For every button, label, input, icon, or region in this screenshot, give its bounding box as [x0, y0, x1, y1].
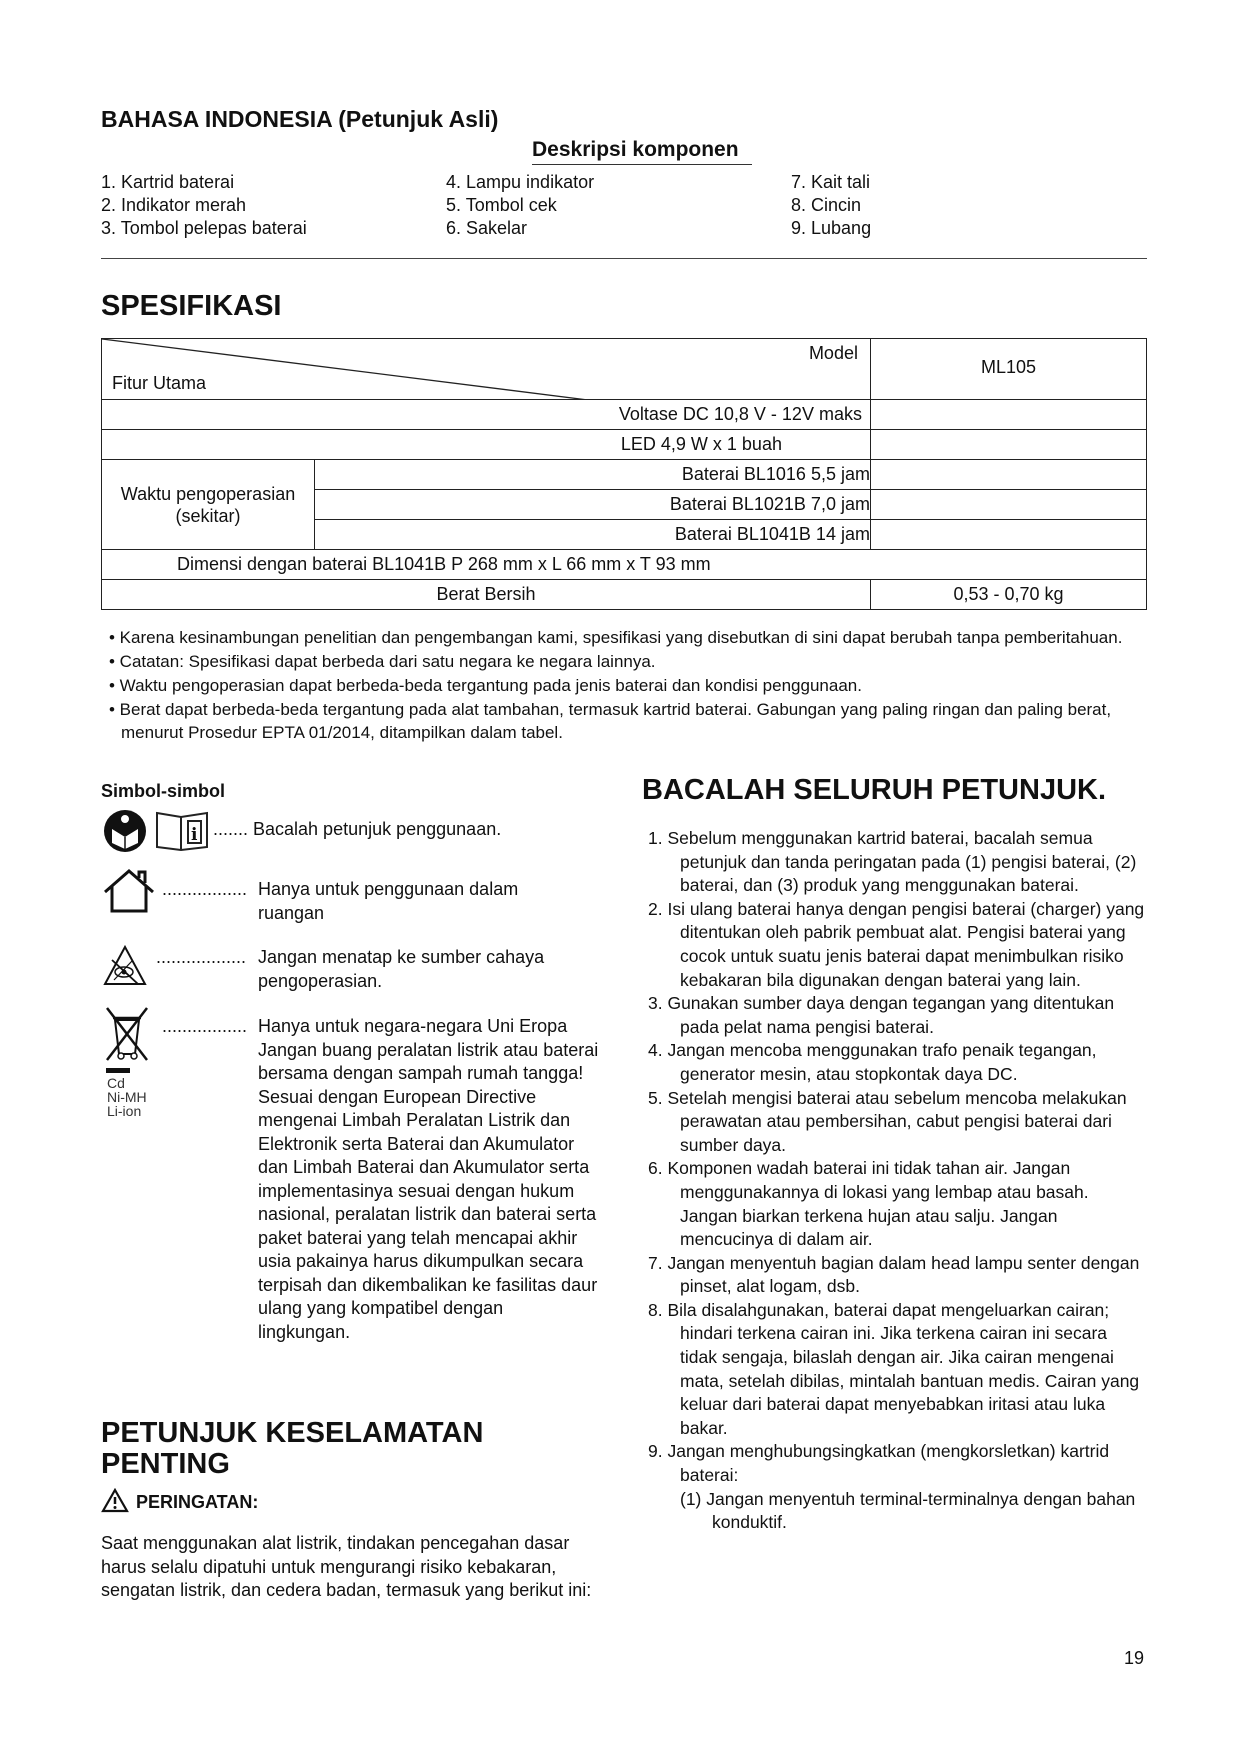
components-col-1	[101, 171, 307, 240]
manual-book-icon	[155, 809, 209, 851]
svg-text:i: i	[191, 825, 198, 845]
runtime-value	[870, 490, 1146, 520]
runtime-value	[870, 460, 1146, 490]
warning-text: Saat menggunakan alat listrik, tindakan pencegahan dasar harus selalu dipatuhi untuk mengurangi risiko kebakaran, sengatan listrik, dan cedera badan, termasuk yang berikut ini:	[101, 1533, 592, 1600]
battery-chemistry-labels	[107, 1076, 147, 1118]
read-all-title: BACALAH SELURUH PETUNJUK.	[642, 774, 1107, 806]
instruction-item: 3. Gunakan sumber daya dengan tegangan yang ditentukan pada pelat nama pengisi baterai.	[648, 993, 1115, 1037]
instruction-item: 6. Komponen wadah baterai ini tidak tahan air. Jangan menggunakannya di lokasi yang lembap atau basah. Jangan biarkan terkena hujan atau salju. Jangan mencucinya di dalam air.	[648, 1158, 1089, 1250]
eu-dots: .................	[162, 1016, 248, 1036]
spec-notes	[101, 626, 1147, 745]
read-manual-icon	[103, 809, 147, 853]
instruction-item: 5. Setelah mengisi baterai atau sebelum mencoba melakukan perawatan atau pembersihan, cabut pengisi baterai dari sumber daya.	[648, 1087, 1127, 1155]
crossed-bin-icon	[103, 1006, 151, 1076]
instruction-subitem: (1) Jangan menyentuh terminal-terminalnya dengan bahan konduktif.	[680, 1488, 1136, 1533]
indoor-text: Hanya untuk penggunaan dalam ruangan	[258, 879, 519, 923]
led-cell: LED 4,9 W x 1 buah	[102, 430, 871, 460]
indoor-dots: .................	[162, 879, 248, 899]
instruction-item: 8. Bila disalahgunakan, baterai dapat mengeluarkan cairan; hindari terkena cairan ini. Jika terkena cairan ini secara tidak sengaja, bilaslah dengan air. Jika cairan mengenai mata, setelah dibilas, mintalah bantuan medis. Cairan yang keluar dari baterai dapat menyebabkan iritasi atau luka bakar.	[648, 1299, 1140, 1438]
note-item: • Berat dapat berbeda-beda tergantung pada alat tambahan, termasuk kartrid baterai. Gabungan yang paling ringan dan paling berat, menurut Prosedur EPTA 01/2014, ditampilkan dalam tabel.	[109, 700, 1112, 742]
instruction-item: 4. Jangan mencoba menggunakan trafo penaik tegangan, generator mesin, atau stopkontak daya DC.	[648, 1040, 1097, 1084]
warning-triangle-icon	[101, 1488, 129, 1513]
spec-title: SPESIFIKASI	[101, 290, 282, 322]
component-item: 5. Tombol cek	[446, 195, 557, 215]
runtime-row: Baterai BL1021B 7,0 jam	[315, 490, 871, 520]
no-stare-dots: ..................	[156, 947, 247, 967]
component-item: 9. Lubang	[791, 218, 872, 238]
voltage-cell: Voltase DC 10,8 V - 12V maks	[102, 400, 871, 430]
component-description-title: Deskripsi komponen	[532, 138, 752, 165]
spec-table	[101, 338, 1147, 610]
eu-disposal-text: Hanya untuk negara-negara Uni Eropa Jangan buang peralatan listrik atau baterai bersama dengan sampah rumah tangga! Sesuai dengan European Directive mengenai Limbah Peralatan Listrik dan Elektronik serta Baterai dan Akumulator dan Limbah Baterai dan Akumulator serta implementasinya sesuai dengan hukum nasional, peralatan listrik dan baterai serta paket baterai yang telah mencapai akhir usia pakainya harus dikumpulkan secara terpisah dan dikembalikan ke fasilitas daur ulang yang kompatibel dengan lingkungan.	[258, 1016, 599, 1342]
component-item: 6. Sakelar	[446, 218, 528, 238]
runtime-row: Baterai BL1041B 14 jam	[315, 520, 871, 550]
section-divider	[101, 258, 1147, 259]
spec-header-cell	[102, 339, 871, 400]
warning-label: PERINGATAN:	[136, 1492, 259, 1512]
instruction-list	[648, 827, 1148, 1535]
safety-title: PETUNJUK KESELAMATAN PENTING	[101, 1417, 484, 1480]
weight-label: Berat Bersih	[102, 580, 871, 610]
instruction-item: 2. Isi ulang baterai hanya dengan pengisi baterai (charger) yang ditentukan oleh pabrik pembuat alat. Pengisi baterai yang cocok untuk suatu jenis baterai dapat menimbulkan risiko kebakaran bila digunakan dengan baterai yang lain.	[648, 898, 1145, 990]
language-title: BAHASA INDONESIA (Petunjuk Asli)	[101, 106, 499, 132]
house-icon	[101, 868, 157, 914]
model-value: ML105	[870, 339, 1146, 400]
read-manual-text: ....... Bacalah petunjuk penggunaan.	[213, 819, 502, 839]
battery-label-liion: Li-ion	[107, 1103, 142, 1119]
no-stare-light-icon	[102, 944, 148, 988]
led-value	[870, 430, 1146, 460]
feature-label: Fitur Utama	[112, 373, 207, 393]
note-item: • Waktu pengoperasian dapat berbeda-beda tergantung pada jenis baterai dan kondisi penggunaan.	[109, 676, 862, 695]
model-label: Model	[808, 343, 858, 363]
component-item: 8. Cincin	[791, 195, 862, 215]
dimension-cell: Dimensi dengan baterai BL1041B P 268 mm x L 66 mm x T 93 mm	[102, 550, 1147, 580]
component-item: 7. Kait tali	[791, 172, 871, 192]
instruction-item: 9. Jangan menghubungsingkatkan (mengkorsletkan) kartrid baterai:	[648, 1441, 1110, 1486]
page-number: 19	[1124, 1648, 1145, 1668]
runtime-value	[870, 520, 1146, 550]
note-item: • Catatan: Spesifikasi dapat berbeda dari satu negara ke negara lainnya.	[109, 652, 656, 671]
instruction-item: 1. Sebelum menggunakan kartrid baterai, bacalah semua petunjuk dan tanda peringatan pada (1) pengisi baterai, (2) baterai, dan (3) produk yang menggunakan baterai.	[648, 828, 1137, 896]
components-col-3	[791, 171, 871, 240]
component-item: 1. Kartrid baterai	[101, 172, 235, 192]
instruction-item: 7. Jangan menyentuh bagian dalam head lampu senter dengan pinset, alat logam, dsb.	[648, 1252, 1140, 1297]
runtime-row: Baterai BL1016 5,5 jam	[315, 460, 871, 490]
runtime-label: Waktu pengoperasian (sekitar)	[102, 460, 315, 550]
components-col-2	[446, 171, 594, 240]
voltage-value	[870, 400, 1146, 430]
battery-label-nimh: Ni-MH	[107, 1089, 147, 1105]
note-item: • Karena kesinambungan penelitian dan pengembangan kami, spesifikasi yang disebutkan di sini dapat berubah tanpa pemberitahuan.	[109, 628, 1123, 647]
component-item: 3. Tombol pelepas baterai	[101, 218, 307, 238]
component-item: 2. Indikator merah	[101, 195, 247, 215]
symbols-title: Simbol-simbol	[101, 781, 226, 801]
battery-label-cd: Cd	[107, 1075, 125, 1091]
weight-value: 0,53 - 0,70 kg	[870, 580, 1146, 610]
component-item: 4. Lampu indikator	[446, 172, 595, 192]
no-stare-text: Jangan menatap ke sumber cahaya pengoperasian.	[258, 947, 545, 991]
